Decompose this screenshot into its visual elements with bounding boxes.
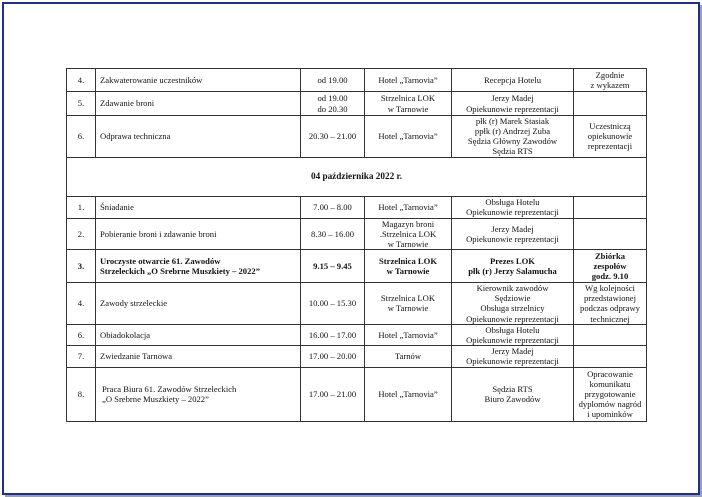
notes-cell (574, 324, 647, 345)
activity-cell (96, 367, 301, 421)
activity-cell-line: Odprawa techniczna (100, 131, 171, 142)
activity-cell (96, 249, 301, 282)
responsible-cell (452, 69, 574, 92)
notes-cell-line: godz. 9.10 (591, 271, 629, 282)
row-number: 3. (67, 249, 96, 282)
table-row (67, 116, 647, 158)
notes-cell-line: przedstawionej (583, 293, 637, 304)
responsible-cell-line: Sędziowie (494, 293, 531, 304)
responsible-cell (452, 196, 574, 218)
schedule-table (66, 68, 647, 422)
responsible-cell (452, 116, 574, 158)
table-row (67, 218, 647, 249)
activity-cell (96, 218, 301, 249)
time-cell-line: od 19.00 (317, 74, 348, 85)
place-cell-line: w Tarnowie (387, 238, 429, 249)
notes-cell-line: opiekunowie (587, 131, 633, 142)
activity-cell (96, 196, 301, 218)
time-cell (301, 196, 365, 218)
activity-cell-line: Uroczyste otwarcie 61. Zawodów (100, 255, 221, 266)
place-cell (365, 196, 452, 218)
time-cell-line: 7.00 – 8.00 (313, 201, 352, 212)
row-number: 4. (67, 69, 96, 92)
responsible-cell-line: Kierownik zawodów (476, 283, 549, 294)
place-cell-line: Strzelnica LOK (379, 255, 437, 266)
row-number: 1. (67, 196, 96, 218)
place-cell (365, 324, 452, 345)
responsible-cell (452, 346, 574, 367)
responsible-cell (452, 367, 574, 421)
activity-cell-line: Strzeleckich „O Srebrne Muszkiety – 2022” (100, 265, 260, 276)
time-cell-line: 20.30 – 21.00 (308, 131, 357, 142)
time-cell-line: 9.15 – 9.45 (313, 260, 352, 271)
notes-cell (574, 367, 647, 421)
responsible-cell (452, 249, 574, 282)
activity-cell-line: Pobieranie broni i zdawanie broni (100, 228, 217, 239)
responsible-cell-line: Opiekunowie reprezentacji (466, 233, 559, 244)
responsible-cell-line: Obsługa strzelnicy (480, 303, 545, 314)
row-number: 8. (67, 367, 96, 421)
table-row (67, 249, 647, 282)
schedule-rows-day-2 (67, 196, 647, 421)
activity-cell (96, 116, 301, 158)
responsible-cell-line: Sędzia Główny Zawodów (467, 136, 558, 147)
notes-cell (574, 69, 647, 92)
activity-cell (96, 69, 301, 92)
document-page (2, 2, 700, 495)
place-cell-line: w Tarnowie (387, 103, 429, 114)
notes-cell-line: reprezentacji (587, 141, 633, 152)
notes-cell (574, 249, 647, 282)
notes-cell (574, 218, 647, 249)
notes-cell (574, 196, 647, 218)
place-cell-line: Magazyn broni (381, 218, 435, 229)
place-cell (365, 367, 452, 421)
time-cell-line: 17.00 – 20.00 (308, 351, 357, 362)
place-cell-line: Hotel „Tarnovia” (378, 74, 438, 85)
responsible-cell-line: płk (r) Marek Stasiak (475, 116, 550, 126)
place-cell (365, 69, 452, 92)
time-cell (301, 69, 365, 92)
responsible-cell-line: Jerzy Madej (491, 93, 534, 104)
responsible-cell-line: Opiekunowie reprezentacji (466, 335, 559, 346)
responsible-cell-line: Sędzia RTS (492, 146, 533, 157)
notes-cell-line: dyplomów nagród (578, 399, 642, 410)
responsible-cell-line: Jerzy Madej (491, 346, 534, 357)
time-cell-line: 16.00 – 17.00 (308, 330, 357, 341)
table-row (67, 324, 647, 345)
place-cell (365, 92, 452, 116)
responsible-cell-line: Opiekunowie reprezentacji (466, 356, 559, 367)
activity-cell (96, 346, 301, 367)
activity-cell (96, 92, 301, 116)
time-cell (301, 282, 365, 324)
table-row (67, 92, 647, 116)
place-cell-line: Hotel „Tarnovia” (378, 131, 438, 142)
notes-cell (574, 116, 647, 158)
table-row (67, 282, 647, 324)
responsible-cell-line: Obsługa Hotelu (485, 324, 540, 335)
responsible-cell-line: Prezes LOK (490, 255, 535, 266)
responsible-cell-line: Opiekunowie reprezentacji (466, 207, 559, 218)
responsible-cell (452, 218, 574, 249)
table-row (67, 346, 647, 367)
notes-cell-line: komunikatu (589, 378, 631, 389)
time-cell-line: do 20.30 (317, 103, 348, 114)
place-cell-line: Strzelnica LOK (380, 293, 436, 304)
row-number: 2. (67, 218, 96, 249)
row-number: 7. (67, 346, 96, 367)
responsible-cell-line: Jerzy Madej (491, 223, 534, 234)
notes-cell (574, 92, 647, 116)
notes-cell-line: Wg kolejności (585, 283, 635, 294)
activity-cell (96, 282, 301, 324)
notes-cell-line: i upominków (587, 409, 633, 420)
place-cell-line: Hotel „Tarnovia” (378, 330, 438, 341)
time-cell-line: 8.30 – 16.00 (311, 228, 354, 239)
activity-cell-line: Zakwaterowanie uczestników (100, 74, 203, 85)
place-cell (365, 346, 452, 367)
responsible-cell-line: Opiekunowie reprezentacji (466, 103, 559, 114)
place-cell (365, 249, 452, 282)
notes-cell-line: z wykazem (590, 80, 630, 90)
activity-cell-line: Obiadokolacja (100, 330, 151, 341)
table-row (67, 69, 647, 92)
activity-cell (96, 324, 301, 345)
notes-cell-line: Zbiórka (594, 250, 626, 261)
notes-cell-line: podczas odprawy (580, 303, 640, 314)
notes-cell-line: Uczestniczą (589, 121, 631, 132)
time-cell (301, 346, 365, 367)
responsible-cell (452, 282, 574, 324)
time-cell-line: 10.00 – 15.30 (308, 298, 357, 309)
place-cell (365, 116, 452, 158)
place-cell-line: Tarnów (394, 351, 422, 362)
responsible-cell (452, 92, 574, 116)
activity-cell-line: „O Srebrne Muszkiety – 2022” (102, 394, 209, 405)
notes-cell-line: zespołów (593, 260, 627, 271)
time-cell (301, 367, 365, 421)
time-cell (301, 249, 365, 282)
place-cell-line: Hotel „Tarnovia” (378, 201, 438, 212)
notes-cell (574, 282, 647, 324)
activity-cell-line: Śniadanie (100, 201, 134, 212)
responsible-cell-line: Obsługa Hotelu (485, 196, 540, 207)
schedule-rows-day-1 (67, 69, 647, 158)
place-cell (365, 218, 452, 249)
activity-cell-line: Zwiedzanie Tarnowa (100, 351, 173, 362)
place-cell-line: .Strzelnica LOK (379, 228, 437, 239)
row-number: 5. (67, 92, 96, 116)
time-cell (301, 218, 365, 249)
date-header: 04 października 2022 r. (67, 157, 647, 196)
row-number: 4. (67, 282, 96, 324)
responsible-cell-line: ppłk (r) Andrzej Zuba (474, 126, 551, 137)
activity-cell-line: Zawody strzeleckie (100, 298, 168, 309)
notes-cell (574, 346, 647, 367)
row-number: 6. (67, 116, 96, 158)
time-cell (301, 116, 365, 158)
time-cell-line: 17.00 – 21.00 (308, 388, 357, 399)
place-cell-line: Hotel „Tarnovia” (378, 388, 438, 399)
time-cell-line: od 19.00 (317, 93, 348, 104)
time-cell (301, 92, 365, 116)
notes-cell-line: technicznej (590, 313, 630, 324)
responsible-cell-line: Recepcja Hotelu (483, 74, 542, 85)
notes-cell-line: Zgodnie (595, 69, 625, 80)
time-cell (301, 324, 365, 345)
table-row (67, 196, 647, 218)
place-cell-line: Strzelnica LOK (380, 93, 436, 104)
table-row (67, 367, 647, 421)
responsible-cell-line: płk (r) Jerzy Salamucha (468, 265, 557, 276)
date-header-row (67, 157, 647, 196)
row-number: 6. (67, 324, 96, 345)
activity-cell-line: Zdawanie broni (100, 98, 155, 109)
responsible-cell-line: Biuro Zawodów (484, 394, 541, 405)
place-cell-line: w Tarnowie (386, 265, 430, 276)
responsible-cell-line: Opiekunowie reprezentacji (466, 313, 559, 324)
responsible-cell (452, 324, 574, 345)
place-cell-line: w Tarnowie (387, 303, 429, 314)
responsible-cell-line: Sędzia RTS (492, 383, 533, 394)
place-cell (365, 282, 452, 324)
activity-cell-line: Praca Biura 61. Zawodów Strzeleckich (102, 383, 237, 394)
notes-cell-line: przygotowanie (584, 388, 636, 399)
notes-cell-line: Opracowanie (587, 368, 633, 379)
